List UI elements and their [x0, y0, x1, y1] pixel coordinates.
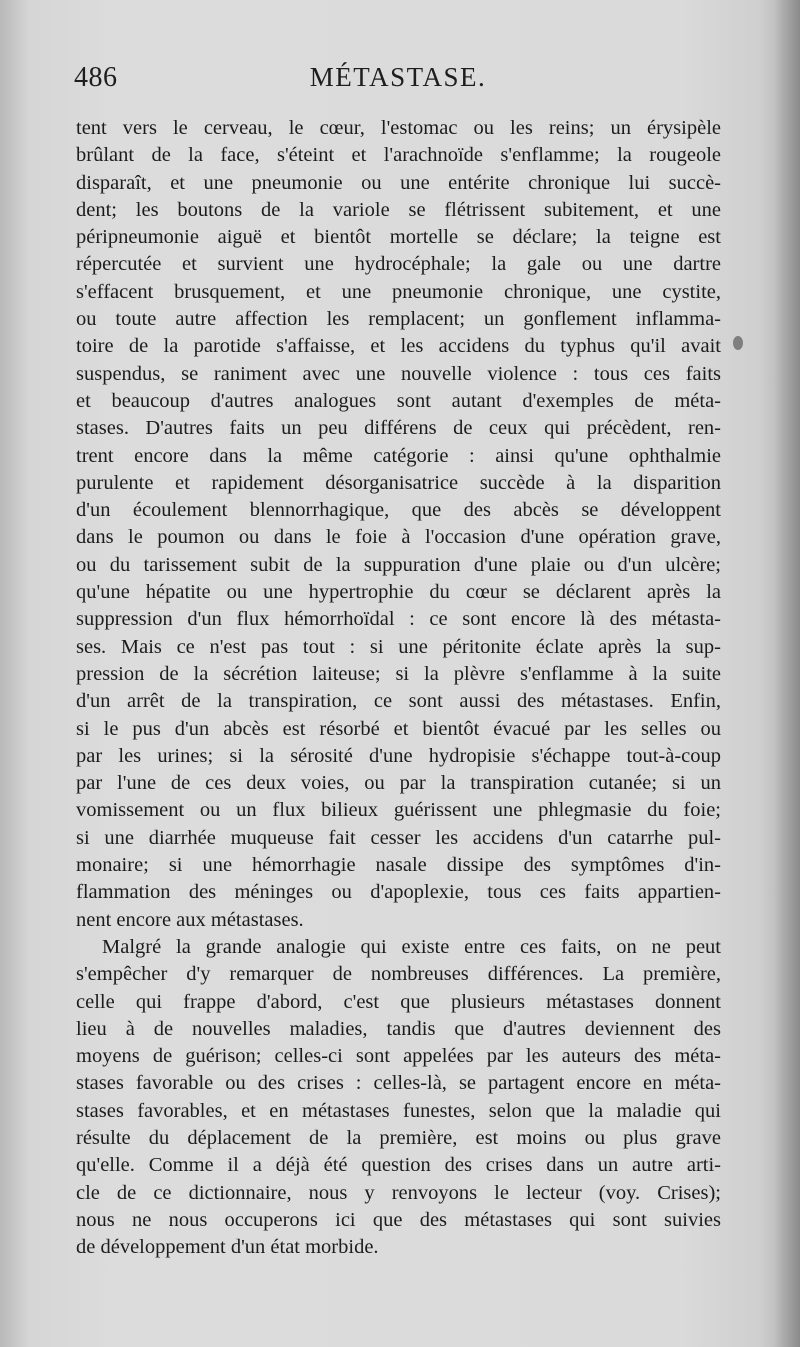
text-line: stases favorable ou des crises : celles-là, se partagent encore en méta- — [76, 1072, 721, 1095]
text-line: si une diarrhée muqueuse fait cesser les accidens d'un catarrhe pul- — [76, 826, 721, 849]
running-head: MÉTASTASE. — [309, 62, 487, 92]
text-line: brûlant de la face, s'éteint et l'arachnoïde s'enflamme; la rougeole — [76, 144, 721, 167]
text-line: suppression d'un flux hémorrhoïdal : ce sont encore là des métasta- — [76, 608, 721, 631]
body-text — [76, 115, 721, 1261]
text-line: par l'une de ces deux voies, ou par la transpiration cutanée; si un — [76, 772, 721, 795]
text-line: ses. Mais ce n'est pas tout : si une péritonite éclate après la sup- — [76, 635, 721, 658]
text-line: par les urines; si la sérosité d'une hydropisie s'échappe tout-à-coup — [76, 744, 721, 767]
text-line: toire de la parotide s'affaisse, et les accidens du typhus qu'il avait — [76, 335, 721, 358]
text-line: celle qui frappe d'abord, c'est que plusieurs métastases donnent — [76, 990, 721, 1013]
text-line: péripneumonie aiguë et bientôt mortelle se déclare; la teigne est — [76, 226, 721, 249]
text-line: dans le poumon ou dans le foie à l'occasion d'une opération grave, — [76, 526, 721, 549]
text-line: qu'elle. Comme il a déjà été question des crises dans un autre arti- — [76, 1154, 721, 1177]
text-line: trent encore dans la même catégorie : ainsi qu'une ophthalmie — [76, 444, 721, 467]
text-line: purulente et rapidement désorganisatrice succède à la disparition — [76, 471, 721, 494]
text-line: disparaît, et une pneumonie ou une entérite chronique lui succè- — [76, 171, 721, 194]
text-line: ou toute autre affection les remplacent; un gonflement inflamma- — [76, 308, 721, 331]
text-line: d'un écoulement blennorrhagique, que des abcès se développent — [76, 499, 721, 522]
page-number: 486 — [74, 62, 118, 93]
text-line: lieu à de nouvelles maladies, tandis que d'autres deviennent des — [76, 1017, 721, 1040]
text-line: pression de la sécrétion laiteuse; si la plèvre s'enflamme à la suite — [76, 662, 721, 685]
text-line: dent; les boutons de la variole se flétrissent subitement, et une — [76, 198, 721, 221]
ink-spot — [733, 336, 743, 350]
text-line: répercutée et survient une hydrocéphale; la gale ou une dartre — [76, 253, 721, 276]
text-line: et beaucoup d'autres analogues sont autant d'exemples de méta- — [76, 389, 721, 412]
text-line: suspendus, se raniment avec une nouvelle violence : tous ces faits — [76, 362, 721, 385]
text-line: nous ne nous occuperons ici que des métastases qui sont suivies — [76, 1208, 721, 1231]
text-line: qu'une hépatite ou une hypertrophie du cœur se déclarent après la — [76, 581, 721, 604]
text-line: cle de ce dictionnaire, nous y renvoyons le lecteur (voy. Crises); — [76, 1181, 721, 1204]
text-line: s'effacent brusquement, et une pneumonie chronique, une cystite, — [76, 280, 721, 303]
text-line: de développement d'un état morbide. — [76, 1236, 379, 1259]
text-line: stases favorables, et en métastases funestes, selon que la maladie qui — [76, 1099, 721, 1122]
text-line: stases. D'autres faits un peu différens de ceux qui précèdent, ren- — [76, 417, 721, 440]
paragraph-1 — [76, 115, 721, 934]
paragraph-2 — [76, 934, 721, 1262]
text-line: tent vers le cerveau, le cœur, l'estomac ou les reins; un érysipèle — [76, 117, 721, 139]
text-line: Malgré la grande analogie qui existe entre ces faits, on ne peut — [102, 935, 721, 958]
text-line: flammation des méninges ou d'apoplexie, tous ces faits appartien- — [76, 881, 721, 904]
text-line: ou du tarissement subit de la suppuration d'une plaie ou d'un ulcère; — [76, 553, 721, 576]
text-line: d'un arrêt de la transpiration, ce sont aussi des métastases. Enfin, — [76, 690, 721, 713]
page-edge-shadow — [774, 0, 800, 1347]
text-line: vomissement ou un flux bilieux guérissent une phlegmasie du foie; — [76, 799, 721, 822]
page-header — [74, 62, 722, 102]
text-line: moyens de guérison; celles-ci sont appelées par les auteurs des méta- — [76, 1045, 721, 1068]
text-line: résulte du déplacement de la première, est moins ou plus grave — [76, 1126, 721, 1149]
text-line: nent encore aux métastases. — [76, 908, 304, 931]
text-line: si le pus d'un abcès est résorbé et bientôt évacué par les selles ou — [76, 717, 721, 740]
text-line: s'empêcher d'y remarquer de nombreuses différences. La première, — [76, 963, 721, 986]
text-line: monaire; si une hémorrhagie nasale dissipe des symptômes d'in- — [76, 854, 721, 877]
